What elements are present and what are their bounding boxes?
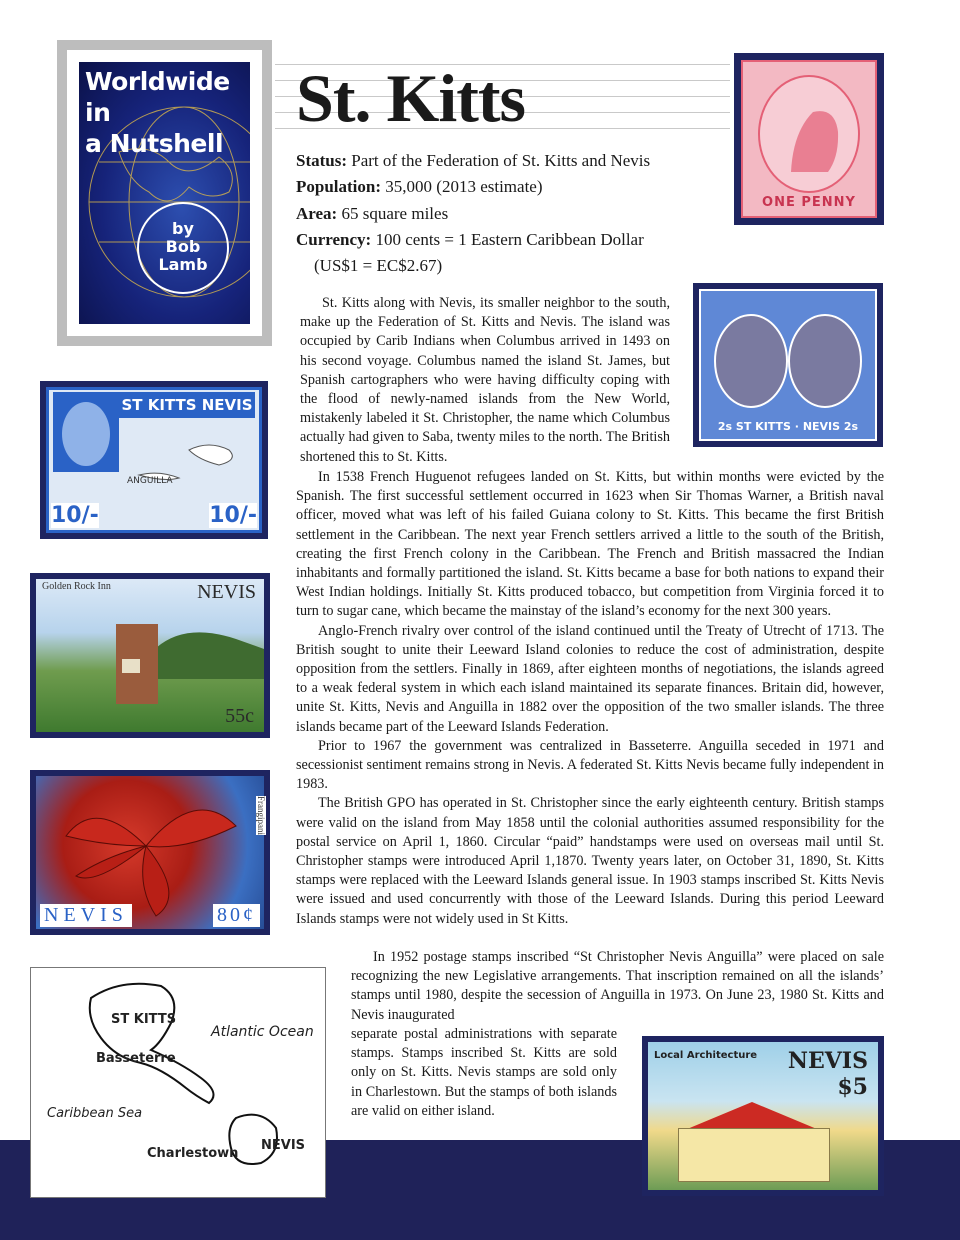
stamp-country: NEVIS bbox=[40, 904, 132, 927]
paragraph-1: St. Kitts along with Nevis, its smaller neighbor to the south, make up the Federation of St. Kitts and Nevis. The island was occupied by Carib Indians when Columbus arrived in 1493 on his second voyage. Columbus named the island St. James, but Spanish cartographers who were having difficulty coping with the flood of newly-named islands from the New World, mistakenly labeled it St. Christopher, the name which Columbus actually had given to Saba, twenty miles to the north. The British shortened this to St. Kitts. bbox=[300, 295, 670, 465]
stamp-value-right: 10/- bbox=[209, 503, 257, 528]
stamp-king-george bbox=[693, 283, 883, 447]
stamp-one-penny bbox=[734, 53, 884, 225]
area-line: Area: 65 square miles bbox=[296, 203, 449, 223]
stamp-golden-rock bbox=[30, 573, 270, 738]
currency-rate: (US$1 = EC$2.67) bbox=[314, 256, 443, 276]
globe-art bbox=[79, 62, 250, 324]
islands-map-icon bbox=[119, 420, 259, 500]
stamp-map-10s bbox=[40, 381, 268, 539]
map-label-basseterre: Basseterre bbox=[96, 1051, 176, 1066]
stamp-side-caption: Frangipani bbox=[256, 796, 266, 835]
map-label-nevis: NEVIS bbox=[261, 1138, 306, 1153]
paragraph-5: The British GPO has operated in St. Christopher since the early eighteenth century. British stamps were valid on the island from May 1858 until the colonial authorities assumed responsibility for the postal service on April 1, 1860. Circular “paid” handstamps were used on overseas mail until St. Christopher stamps were introduced April 1,1870. Twenty years later, on October 31, 1890, St. Kitts stamps were replaced with the Leeward Islands general issue. In 1903 stamps inscribed St. Kitts Nevis were issued and used concurrently with those of the Leeward Islands. During this period Leeward Islands stamps were not widely used in St Kitts. bbox=[296, 795, 884, 927]
stamp-country: NEVIS bbox=[197, 581, 256, 603]
paragraph-4: Prior to 1967 the government was centralized in Basseterre. Anguilla seceded in 1971 and secessionist sentiment remains strong in Nevis. A federated St. Kitts Nevis became fully independent in 1983. bbox=[296, 737, 884, 793]
population-line: Population: 35,000 (2013 estimate) bbox=[296, 177, 543, 197]
stamp-value-label: 2s ST KITTS · NEVIS 2s bbox=[717, 420, 859, 433]
house-icon bbox=[678, 1128, 830, 1182]
stamp-local-architecture bbox=[642, 1036, 884, 1196]
stamp-caption: Local Architecture bbox=[654, 1050, 758, 1061]
islands-outline-icon bbox=[31, 968, 325, 1197]
currency-line: Currency: 100 cents = 1 Eastern Caribbean Dollar bbox=[296, 229, 644, 249]
paragraph-3: Anglo-French rivalry over control of the island continued until the Treaty of Utrecht of 1713. The British sought to unite their Leeward Island colonies to reduce the cost of administration, despite opposition from the settlers. Finally in 1869, after eighteen months of negotiations, the islands agreed to a weak federal system in which each island maintained its separate finances. Britain did, however, unite St. Kitts, Nevis and Anguilla in 1882 over the opposition of the two smaller islands. The three islands became part of the Leeward Islands Federation. bbox=[296, 622, 884, 735]
king-portrait-icon bbox=[53, 392, 119, 472]
house-roof-icon bbox=[672, 1102, 832, 1130]
paragraph-6b: separate postal administrations with separate stamps. Stamps inscribed St. Kitts are sold only on St. Kitts. Nevis stamps are sold only in Charlestown. But the stamps of both islands are valid on either island. bbox=[351, 1026, 617, 1119]
status-line: Status: Part of the Federation of St. Kitts and Nevis bbox=[296, 151, 651, 170]
region-map bbox=[30, 967, 326, 1198]
map-label-atlantic: Atlantic Ocean bbox=[211, 1024, 314, 1040]
island-label: ANGUILLA bbox=[127, 476, 173, 486]
stamp-caption: Golden Rock Inn bbox=[42, 581, 111, 592]
map-label-caribbean: Caribbean Sea bbox=[47, 1106, 143, 1121]
stamp-value-left: 10/- bbox=[51, 503, 99, 528]
stamp-value: 80¢ bbox=[213, 904, 260, 927]
country-facts bbox=[296, 148, 736, 279]
map-label-charlestown: Charlestown bbox=[147, 1146, 239, 1161]
portrait-medallions-icon bbox=[701, 291, 875, 439]
stamp-value: 55c bbox=[225, 705, 254, 727]
stamp-value: $5 bbox=[837, 1074, 868, 1100]
paragraph-2: In 1538 French Huguenot refugees landed on St. Kitts, but within months were evicted by the Spanish. The first successful settlement occurred in 1623 when Sir Thomas Warner, a British naval officer, moved what was left of his failed Guiana colony to St. Kitts. This became the first British settlement in the Caribbean. The next year French settlers arrived a little to the south of the British, creating the first French colony in the Caribbean. The French and British massacred the Indian inhabitants and formally partitioned the island. St. Kitts became a base for both nations to expand their West Indian holdings. Initially St. Kitts produced tobacco, but competition from Virginia forced it to turn to sugar cane, which became the mainstay of the island’s economy for the next 300 years. bbox=[296, 469, 884, 620]
stamp-heading: ST KITTS NEVIS bbox=[119, 392, 255, 418]
paragraph-6a: In 1952 postage stamps inscribed “St Christopher Nevis Anguilla” were placed on sale recognizing the new Legislative arrangements. That inscription remained on all the islands’ stamps until 1980, despite the secession of Anguilla in 1973. On June 23, 1980 St. Kitts and Nevis inaugurated bbox=[351, 949, 884, 1023]
stamp-value-label: ONE PENNY bbox=[762, 195, 856, 210]
logo-title: Worldwide in a Nutshell bbox=[85, 67, 230, 158]
stamp-country: NEVIS bbox=[787, 1048, 868, 1074]
map-label-st-kitts: ST KITTS bbox=[111, 1012, 177, 1027]
page-title: St. Kitts bbox=[296, 60, 525, 136]
stamp-frangipani bbox=[30, 770, 270, 935]
paragraphs-main bbox=[296, 468, 884, 929]
series-logo-stamp bbox=[57, 40, 272, 346]
logo-byline: by Bob Lamb bbox=[137, 202, 229, 294]
